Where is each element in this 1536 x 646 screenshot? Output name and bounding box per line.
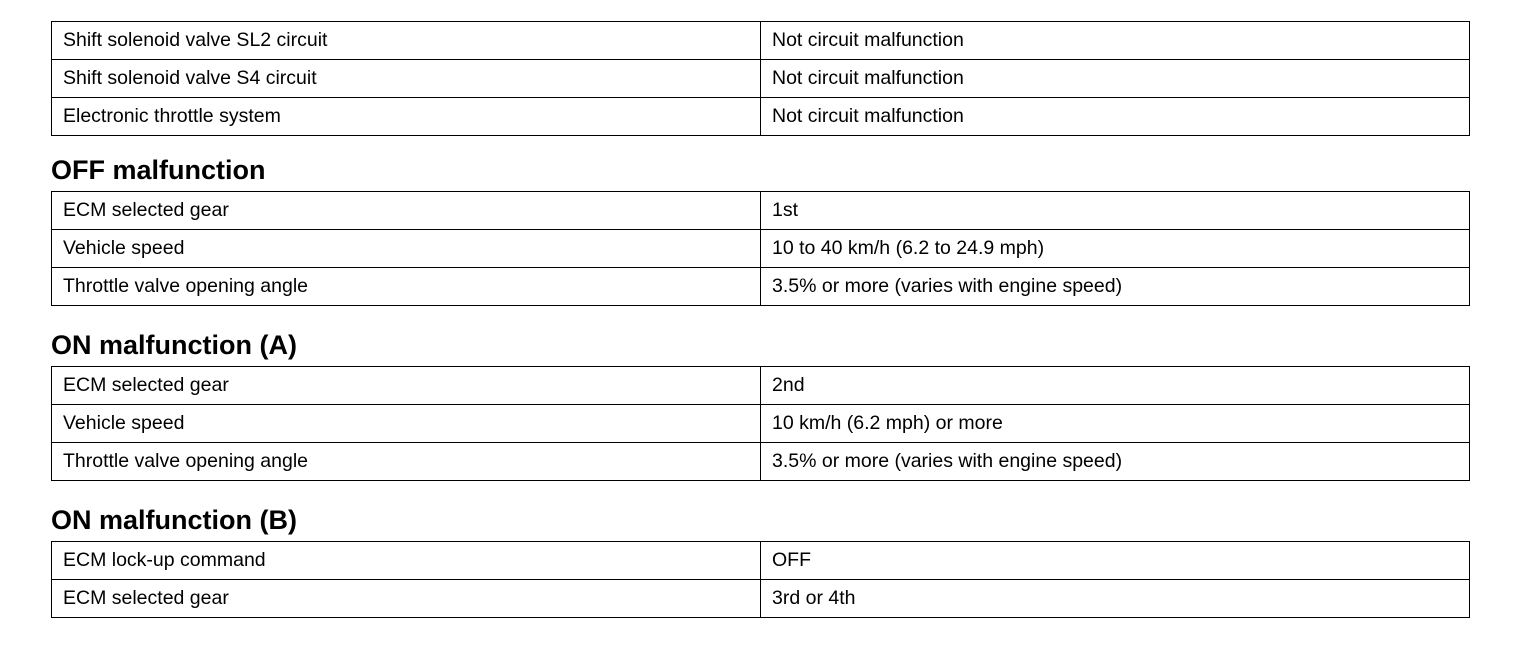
item-cell: Electronic throttle system [52,98,761,136]
condition-cell: OFF [761,542,1470,580]
condition-cell: 2nd [761,367,1470,405]
continued-conditions-table [51,21,1470,136]
item-cell: Shift solenoid valve S4 circuit [52,60,761,98]
table-row [52,542,1470,580]
condition-cell: Not circuit malfunction [761,98,1470,136]
item-cell: ECM selected gear [52,580,761,618]
table-row [52,268,1470,306]
item-cell: Vehicle speed [52,230,761,268]
item-cell: Shift solenoid valve SL2 circuit [52,22,761,60]
condition-cell: 10 to 40 km/h (6.2 to 24.9 mph) [761,230,1470,268]
table-row [52,22,1470,60]
item-cell: ECM selected gear [52,367,761,405]
table-row [52,443,1470,481]
table-row [52,230,1470,268]
condition-cell: 3.5% or more (varies with engine speed) [761,443,1470,481]
on-malfunction-b-table [51,541,1470,618]
item-cell: Throttle valve opening angle [52,443,761,481]
item-cell: ECM lock-up command [52,542,761,580]
condition-cell: 3.5% or more (varies with engine speed) [761,268,1470,306]
item-cell: Vehicle speed [52,405,761,443]
condition-cell: Not circuit malfunction [761,60,1470,98]
on-malfunction-a-table [51,366,1470,481]
table-row [52,580,1470,618]
table-row [52,405,1470,443]
on-malfunction-a-heading: ON malfunction (A) [51,330,297,360]
condition-cell: 3rd or 4th [761,580,1470,618]
condition-cell: Not circuit malfunction [761,22,1470,60]
on-malfunction-b-heading: ON malfunction (B) [51,505,297,535]
off-malfunction-heading: OFF malfunction [51,155,266,185]
item-cell: ECM selected gear [52,192,761,230]
off-malfunction-table [51,191,1470,306]
condition-cell: 1st [761,192,1470,230]
table-row [52,367,1470,405]
table-row [52,60,1470,98]
condition-cell: 10 km/h (6.2 mph) or more [761,405,1470,443]
table-row [52,98,1470,136]
item-cell: Throttle valve opening angle [52,268,761,306]
table-row [52,192,1470,230]
